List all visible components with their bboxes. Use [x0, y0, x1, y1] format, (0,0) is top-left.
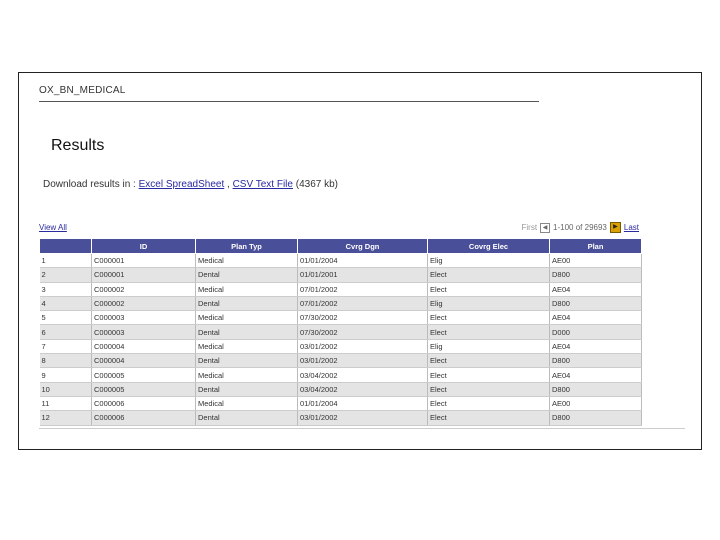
- download-separator: ,: [227, 179, 230, 190]
- cell-cvrg-dgn: 07/01/2002: [298, 296, 428, 310]
- download-size: (4367 kb): [295, 179, 338, 190]
- cell-cvrg-dgn: 07/01/2002: [298, 282, 428, 296]
- table-header-row: [40, 239, 642, 254]
- table-row: [40, 354, 642, 368]
- cell-covrg-elec: Elect: [428, 354, 550, 368]
- cell-cvrg-dgn: 03/04/2002: [298, 368, 428, 382]
- cell-plan-type: Dental: [196, 382, 298, 396]
- cell-plan: D800: [550, 268, 642, 282]
- column-header-plan[interactable]: Plan: [550, 239, 642, 254]
- csv-download-link[interactable]: CSV Text File: [232, 179, 293, 190]
- table-row: [40, 296, 642, 310]
- cell-covrg-elec: Elect: [428, 325, 550, 339]
- cell-cvrg-dgn: 03/01/2002: [298, 354, 428, 368]
- cell-plan-type: Medical: [196, 254, 298, 268]
- cell-cvrg-dgn: 01/01/2001: [298, 268, 428, 282]
- download-row: [43, 179, 338, 190]
- view-all-link[interactable]: View All: [39, 223, 67, 232]
- previous-page-icon: ◀: [540, 223, 550, 233]
- cell-cvrg-dgn: 03/01/2002: [298, 411, 428, 425]
- table-row: [40, 268, 642, 282]
- cell-rownum: 12: [40, 411, 92, 425]
- cell-plan: D800: [550, 382, 642, 396]
- cell-covrg-elec: Elig: [428, 296, 550, 310]
- results-heading: Results: [51, 137, 105, 154]
- page-title: OX_BN_MEDICAL: [39, 85, 126, 96]
- cell-id: C000002: [92, 296, 196, 310]
- cell-plan: AE00: [550, 396, 642, 410]
- title-divider: [39, 101, 539, 102]
- table-row: [40, 368, 642, 382]
- cell-cvrg-dgn: 03/01/2002: [298, 339, 428, 353]
- cell-rownum: 3: [40, 282, 92, 296]
- column-header-cvrg-dgn[interactable]: Cvrg Dgn: [298, 239, 428, 254]
- cell-id: C000002: [92, 282, 196, 296]
- cell-cvrg-dgn: 07/30/2002: [298, 311, 428, 325]
- cell-rownum: 6: [40, 325, 92, 339]
- next-page-icon[interactable]: ▶: [610, 222, 621, 233]
- cell-id: C000003: [92, 311, 196, 325]
- table-row: [40, 382, 642, 396]
- cell-id: C000005: [92, 382, 196, 396]
- cell-rownum: 1: [40, 254, 92, 268]
- cell-id: C000004: [92, 354, 196, 368]
- cell-cvrg-dgn: 03/04/2002: [298, 382, 428, 396]
- cell-id: C000006: [92, 411, 196, 425]
- cell-rownum: 9: [40, 368, 92, 382]
- cell-plan: AE04: [550, 368, 642, 382]
- cell-plan: AE00: [550, 254, 642, 268]
- cell-plan-type: Medical: [196, 311, 298, 325]
- cell-plan: D800: [550, 411, 642, 425]
- cell-cvrg-dgn: 01/01/2004: [298, 396, 428, 410]
- cell-covrg-elec: Elect: [428, 282, 550, 296]
- cell-covrg-elec: Elect: [428, 382, 550, 396]
- cell-rownum: 11: [40, 396, 92, 410]
- pager-first: First: [521, 223, 538, 232]
- cell-plan-type: Medical: [196, 368, 298, 382]
- cell-cvrg-dgn: 07/30/2002: [298, 325, 428, 339]
- cell-rownum: 4: [40, 296, 92, 310]
- cell-covrg-elec: Elect: [428, 311, 550, 325]
- cell-plan: D800: [550, 354, 642, 368]
- table-row: [40, 396, 642, 410]
- results-table: [39, 238, 642, 426]
- table-row: [40, 282, 642, 296]
- cell-plan-type: Dental: [196, 354, 298, 368]
- cell-plan: AE04: [550, 339, 642, 353]
- table-body: [40, 254, 642, 426]
- cell-covrg-elec: Elig: [428, 339, 550, 353]
- column-header-plan-type[interactable]: Plan Typ: [196, 239, 298, 254]
- table-row: [40, 254, 642, 268]
- cell-covrg-elec: Elig: [428, 254, 550, 268]
- pager-last[interactable]: Last: [623, 223, 639, 232]
- excel-download-link[interactable]: Excel SpreadSheet: [138, 179, 225, 190]
- cell-plan-type: Dental: [196, 296, 298, 310]
- cell-plan-type: Dental: [196, 268, 298, 282]
- cell-plan-type: Dental: [196, 325, 298, 339]
- column-header-rownum: [40, 239, 92, 254]
- table-row: [40, 339, 642, 353]
- cell-plan-type: Medical: [196, 282, 298, 296]
- column-header-id[interactable]: ID: [92, 239, 196, 254]
- cell-plan: AE04: [550, 311, 642, 325]
- download-prefix: Download results in :: [43, 179, 136, 190]
- cell-id: C000006: [92, 396, 196, 410]
- cell-rownum: 10: [40, 382, 92, 396]
- cell-covrg-elec: Elect: [428, 368, 550, 382]
- pager: [521, 222, 639, 233]
- cell-plan-type: Medical: [196, 396, 298, 410]
- cell-plan: AE04: [550, 282, 642, 296]
- cell-plan-type: Dental: [196, 411, 298, 425]
- cell-id: C000004: [92, 339, 196, 353]
- cell-id: C000005: [92, 368, 196, 382]
- cell-id: C000001: [92, 254, 196, 268]
- cell-plan: D800: [550, 296, 642, 310]
- cell-plan: D000: [550, 325, 642, 339]
- table-row: [40, 311, 642, 325]
- cell-rownum: 2: [40, 268, 92, 282]
- column-header-covrg-elec[interactable]: Covrg Elec: [428, 239, 550, 254]
- cell-covrg-elec: Elect: [428, 411, 550, 425]
- cell-rownum: 7: [40, 339, 92, 353]
- app-window: [18, 72, 702, 450]
- pager-range: 1-100 of 29693: [553, 223, 607, 232]
- cell-id: C000001: [92, 268, 196, 282]
- cell-covrg-elec: Elect: [428, 396, 550, 410]
- table-row: [40, 325, 642, 339]
- table-bottom-rule: [39, 428, 685, 429]
- cell-cvrg-dgn: 01/01/2004: [298, 254, 428, 268]
- cell-rownum: 8: [40, 354, 92, 368]
- table-row: [40, 411, 642, 425]
- cell-plan-type: Medical: [196, 339, 298, 353]
- cell-rownum: 5: [40, 311, 92, 325]
- cell-id: C000003: [92, 325, 196, 339]
- cell-covrg-elec: Elect: [428, 268, 550, 282]
